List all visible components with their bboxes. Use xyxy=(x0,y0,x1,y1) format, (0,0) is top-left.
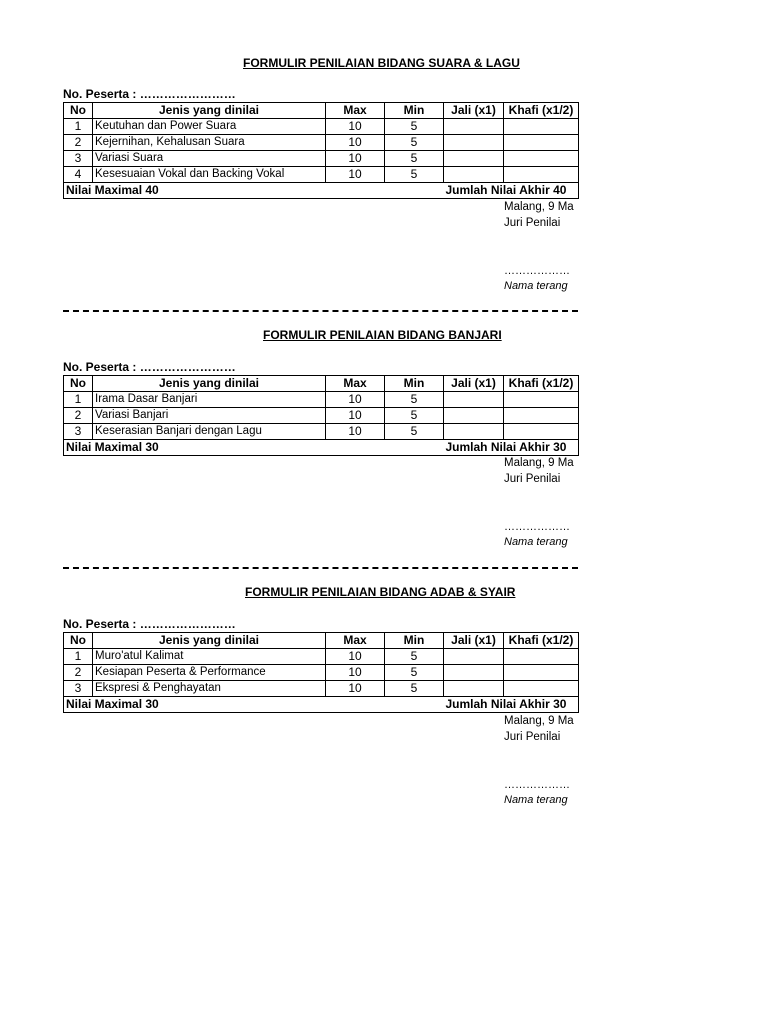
form-title: FORMULIR PENILAIAN BIDANG BANJARI xyxy=(263,328,502,342)
khafi-score-cell[interactable] xyxy=(504,681,579,697)
signature-line: ……………… xyxy=(504,521,570,533)
juri-label: Juri Penilai xyxy=(504,731,561,743)
row-jenis: Kesesuaian Vokal dan Backing Vokal xyxy=(93,167,326,183)
header-khafi: Khafi (x1/2) xyxy=(504,376,579,392)
header-no: No xyxy=(64,376,93,392)
header-jenis: Jenis yang dinilai xyxy=(93,103,326,119)
row-no: 3 xyxy=(64,151,93,167)
row-min: 5 xyxy=(385,649,444,665)
row-max: 10 xyxy=(326,665,385,681)
table-footer-row xyxy=(64,183,579,199)
row-max: 10 xyxy=(326,119,385,135)
place-date: Malang, 9 Ma xyxy=(504,201,574,213)
header-jenis: Jenis yang dinilai xyxy=(93,376,326,392)
row-min: 5 xyxy=(385,392,444,408)
row-min: 5 xyxy=(385,167,444,183)
row-jenis: Variasi Banjari xyxy=(93,408,326,424)
row-no: 2 xyxy=(64,408,93,424)
row-jenis: Irama Dasar Banjari xyxy=(93,392,326,408)
row-no: 4 xyxy=(64,167,93,183)
khafi-score-cell[interactable] xyxy=(504,392,579,408)
row-min: 5 xyxy=(385,135,444,151)
nilai-maximal: Nilai Maximal 30 xyxy=(64,440,326,456)
table-row xyxy=(64,151,579,167)
scoring-table xyxy=(63,102,579,199)
header-no: No xyxy=(64,103,93,119)
khafi-score-cell[interactable] xyxy=(504,167,579,183)
khafi-score-cell[interactable] xyxy=(504,424,579,440)
cut-line xyxy=(63,567,578,569)
khafi-score-cell[interactable] xyxy=(504,649,579,665)
jali-score-cell[interactable] xyxy=(444,135,504,151)
header-jali: Jali (x1) xyxy=(444,376,504,392)
nilai-maximal: Nilai Maximal 40 xyxy=(64,183,326,199)
header-jenis: Jenis yang dinilai xyxy=(93,633,326,649)
juri-label: Juri Penilai xyxy=(504,473,561,485)
footer-spacer xyxy=(326,697,444,713)
table-row xyxy=(64,424,579,440)
row-max: 10 xyxy=(326,681,385,697)
jali-score-cell[interactable] xyxy=(444,119,504,135)
table-row xyxy=(64,681,579,697)
header-min: Min xyxy=(385,103,444,119)
row-jenis: Kesiapan Peserta & Performance xyxy=(93,665,326,681)
jali-score-cell[interactable] xyxy=(444,649,504,665)
table-row xyxy=(64,167,579,183)
row-jenis: Variasi Suara xyxy=(93,151,326,167)
signature-block xyxy=(504,199,574,231)
juri-label: Juri Penilai xyxy=(504,217,561,229)
header-min: Min xyxy=(385,376,444,392)
place-date: Malang, 9 Ma xyxy=(504,457,574,469)
nilai-maximal: Nilai Maximal 30 xyxy=(64,697,326,713)
table-footer-row xyxy=(64,440,579,456)
table-footer-row xyxy=(64,697,579,713)
table-header-row xyxy=(64,103,579,119)
header-no: No xyxy=(64,633,93,649)
header-min: Min xyxy=(385,633,444,649)
peserta-label: No. Peserta : …………………… xyxy=(63,360,236,374)
nama-terang: Nama terang xyxy=(504,794,568,806)
row-min: 5 xyxy=(385,665,444,681)
scoring-table xyxy=(63,632,579,713)
row-min: 5 xyxy=(385,119,444,135)
peserta-label: No. Peserta : …………………… xyxy=(63,87,236,101)
khafi-score-cell[interactable] xyxy=(504,151,579,167)
header-khafi: Khafi (x1/2) xyxy=(504,103,579,119)
khafi-score-cell[interactable] xyxy=(504,135,579,151)
khafi-score-cell[interactable] xyxy=(504,408,579,424)
khafi-score-cell[interactable] xyxy=(504,665,579,681)
jumlah-nilai-akhir: Jumlah Nilai Akhir 40 xyxy=(444,183,579,199)
row-jenis: Keserasian Banjari dengan Lagu xyxy=(93,424,326,440)
row-no: 1 xyxy=(64,649,93,665)
table-row xyxy=(64,135,579,151)
scoring-table xyxy=(63,375,579,456)
row-no: 1 xyxy=(64,392,93,408)
header-jali: Jali (x1) xyxy=(444,103,504,119)
row-no: 3 xyxy=(64,681,93,697)
table-row xyxy=(64,649,579,665)
row-max: 10 xyxy=(326,392,385,408)
row-max: 10 xyxy=(326,424,385,440)
row-no: 3 xyxy=(64,424,93,440)
cut-line xyxy=(63,310,578,312)
header-max: Max xyxy=(326,103,385,119)
jumlah-nilai-akhir: Jumlah Nilai Akhir 30 xyxy=(444,440,579,456)
row-jenis: Kejernihan, Kehalusan Suara xyxy=(93,135,326,151)
row-jenis: Keutuhan dan Power Suara xyxy=(93,119,326,135)
table-header-row xyxy=(64,376,579,392)
row-max: 10 xyxy=(326,151,385,167)
table-row xyxy=(64,408,579,424)
footer-spacer xyxy=(326,183,444,199)
jali-score-cell[interactable] xyxy=(444,392,504,408)
table-header-row xyxy=(64,633,579,649)
table-row xyxy=(64,665,579,681)
form-title: FORMULIR PENILAIAN BIDANG SUARA & LAGU xyxy=(243,56,520,70)
row-no: 1 xyxy=(64,119,93,135)
table-row xyxy=(64,119,579,135)
table-row xyxy=(64,392,579,408)
jali-score-cell[interactable] xyxy=(444,681,504,697)
peserta-label: No. Peserta : …………………… xyxy=(63,617,236,631)
row-min: 5 xyxy=(385,408,444,424)
row-no: 2 xyxy=(64,135,93,151)
footer-spacer xyxy=(326,440,444,456)
jali-score-cell[interactable] xyxy=(444,151,504,167)
signature-line: ……………… xyxy=(504,779,570,791)
header-max: Max xyxy=(326,633,385,649)
jumlah-nilai-akhir: Jumlah Nilai Akhir 30 xyxy=(444,697,579,713)
jali-score-cell[interactable] xyxy=(444,665,504,681)
nama-terang: Nama terang xyxy=(504,280,568,292)
nama-terang: Nama terang xyxy=(504,536,568,548)
jali-score-cell[interactable] xyxy=(444,167,504,183)
row-min: 5 xyxy=(385,151,444,167)
signature-block xyxy=(504,713,574,745)
header-khafi: Khafi (x1/2) xyxy=(504,633,579,649)
row-jenis: Muro'atul Kalimat xyxy=(93,649,326,665)
row-max: 10 xyxy=(326,649,385,665)
signature-line: ……………… xyxy=(504,265,570,277)
row-min: 5 xyxy=(385,424,444,440)
row-max: 10 xyxy=(326,408,385,424)
signature-block xyxy=(504,455,574,487)
place-date: Malang, 9 Ma xyxy=(504,715,574,727)
row-max: 10 xyxy=(326,167,385,183)
header-jali: Jali (x1) xyxy=(444,633,504,649)
row-no: 2 xyxy=(64,665,93,681)
row-max: 10 xyxy=(326,135,385,151)
row-jenis: Ekspresi & Penghayatan xyxy=(93,681,326,697)
header-max: Max xyxy=(326,376,385,392)
jali-score-cell[interactable] xyxy=(444,424,504,440)
khafi-score-cell[interactable] xyxy=(504,119,579,135)
row-min: 5 xyxy=(385,681,444,697)
jali-score-cell[interactable] xyxy=(444,408,504,424)
form-title: FORMULIR PENILAIAN BIDANG ADAB & SYAIR xyxy=(245,585,516,599)
